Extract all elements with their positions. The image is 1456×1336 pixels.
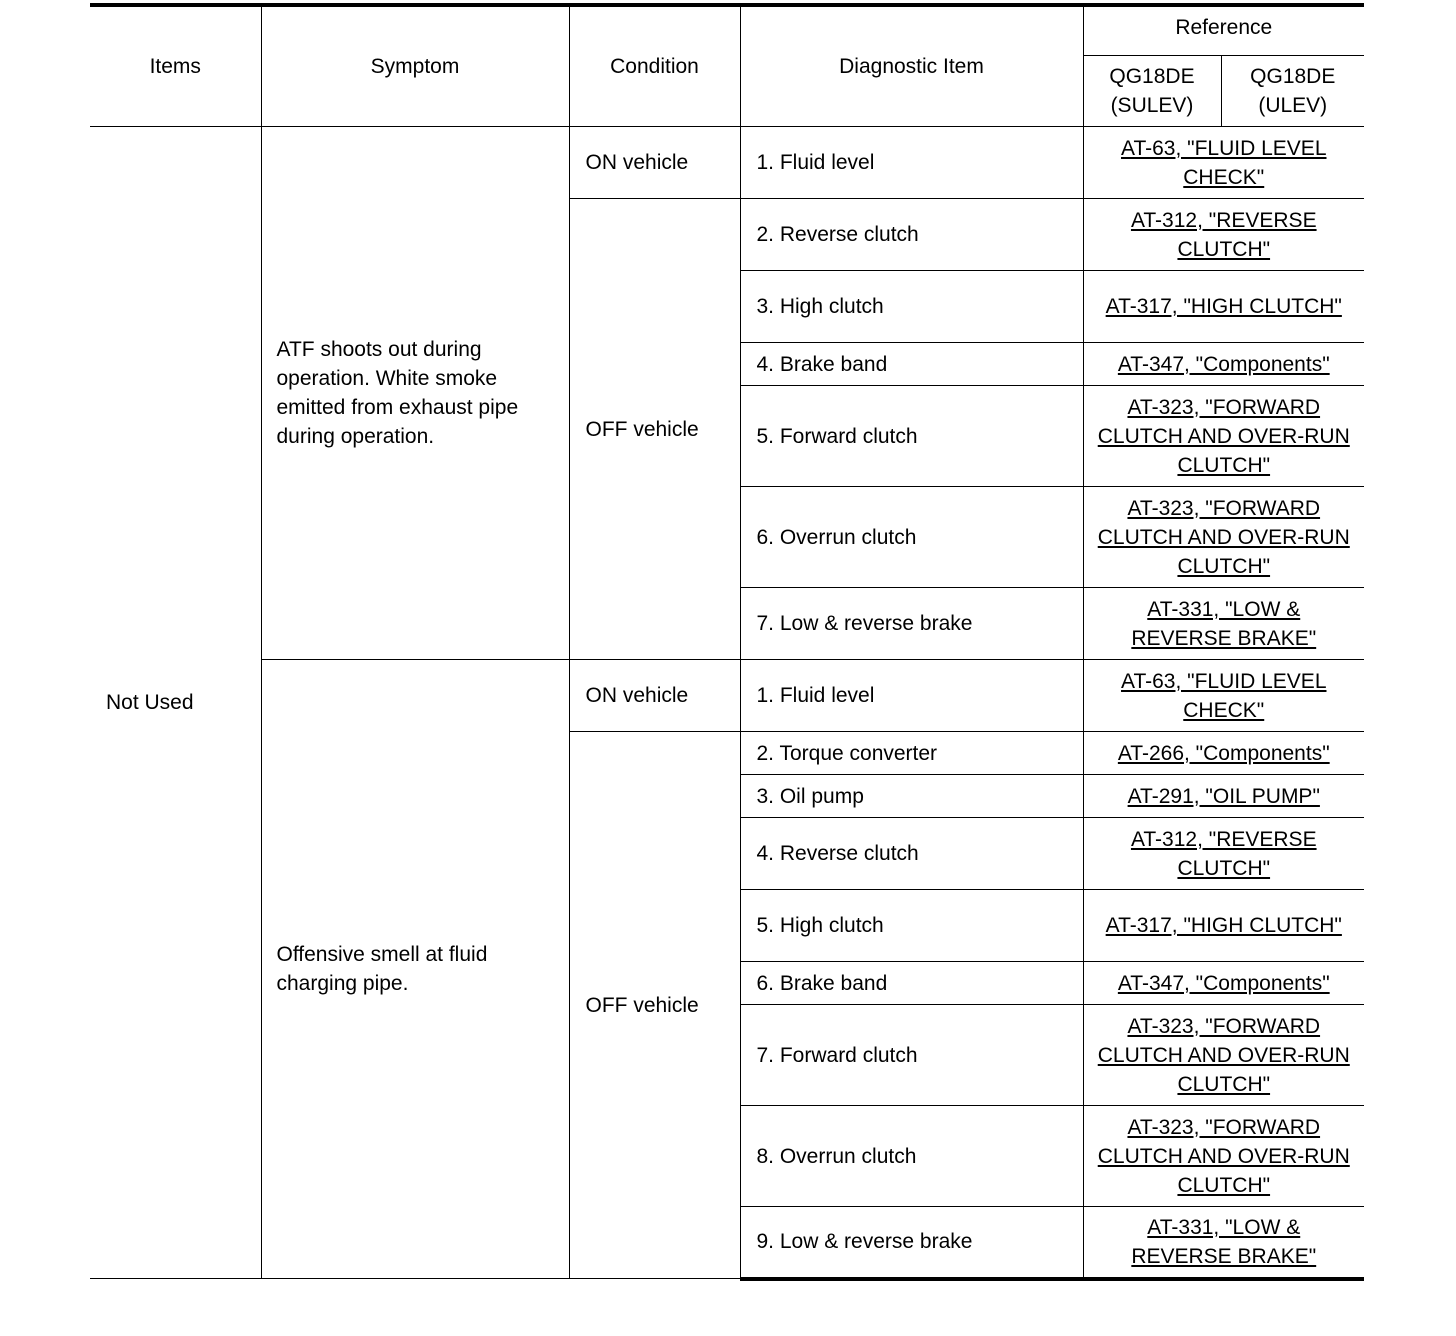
reference-cell: [1083, 487, 1364, 588]
reference-link[interactable]: AT-63, "FLUID LEVEL CHECK": [1121, 669, 1327, 722]
reference-link[interactable]: AT-291, "OIL PUMP": [1127, 784, 1320, 808]
diagnostic-item: 4. Reverse clutch: [740, 818, 1083, 890]
diagnostic-item: 3. High clutch: [740, 271, 1083, 343]
header-symptom: Symptom: [261, 5, 569, 127]
condition-on-vehicle: ON vehicle: [569, 127, 740, 199]
condition-on-vehicle: ON vehicle: [569, 660, 740, 732]
reference-link[interactable]: AT-331, "LOW & REVERSE BRAKE": [1131, 597, 1317, 650]
diagnostic-item: 6. Brake band: [740, 962, 1083, 1005]
reference-cell: [1083, 1005, 1364, 1106]
diagnostic-item: 3. Oil pump: [740, 775, 1083, 818]
reference-cell: [1083, 1207, 1364, 1279]
reference-link[interactable]: AT-331, "LOW & REVERSE BRAKE": [1131, 1215, 1317, 1268]
diagnostic-item: 7. Low & reverse brake: [740, 588, 1083, 660]
reference-cell: [1083, 818, 1364, 890]
header-engine-ulev: QG18DE (ULEV): [1221, 56, 1364, 127]
diagnostic-item: 1. Fluid level: [740, 660, 1083, 732]
diagnostic-item: 9. Low & reverse brake: [740, 1207, 1083, 1279]
symptom-cell: Offensive smell at fluid charging pipe.: [261, 660, 569, 1279]
condition-off-vehicle: OFF vehicle: [569, 199, 740, 660]
diagnostic-item: 4. Brake band: [740, 343, 1083, 386]
reference-cell: [1083, 775, 1364, 818]
reference-link[interactable]: AT-312, "REVERSE CLUTCH": [1130, 827, 1317, 880]
reference-link[interactable]: AT-312, "REVERSE CLUTCH": [1130, 208, 1317, 261]
reference-cell: [1083, 890, 1364, 962]
reference-link[interactable]: AT-317, "HIGH CLUTCH": [1105, 295, 1342, 318]
symptom-cell: ATF shoots out during operation. White smoke emitted from exhaust pipe during operation.: [261, 127, 569, 660]
header-reference: Reference: [1083, 5, 1364, 56]
diagnostic-item: 5. High clutch: [740, 890, 1083, 962]
condition-off-vehicle: OFF vehicle: [569, 732, 740, 1279]
diagnostic-item: 6. Overrun clutch: [740, 487, 1083, 588]
reference-cell: [1083, 386, 1364, 487]
diagnostic-item: 2. Torque converter: [740, 732, 1083, 775]
reference-cell: [1083, 127, 1364, 199]
diagnostic-table: [90, 3, 1364, 1281]
header-diagnostic-item: Diagnostic Item: [740, 5, 1083, 127]
header-items: Items: [90, 5, 261, 127]
reference-link[interactable]: AT-63, "FLUID LEVEL CHECK": [1121, 136, 1327, 189]
reference-cell: [1083, 199, 1364, 271]
reference-cell: [1083, 343, 1364, 386]
reference-link[interactable]: AT-323, "FORWARD CLUTCH AND OVER-RUN CLUTCH": [1097, 395, 1350, 477]
reference-link[interactable]: AT-266, "Components": [1117, 741, 1330, 765]
header-condition: Condition: [569, 5, 740, 127]
reference-link[interactable]: AT-347, "Components": [1117, 352, 1330, 376]
reference-cell: [1083, 962, 1364, 1005]
reference-cell: [1083, 271, 1364, 343]
items-value: Not Used: [90, 127, 261, 1279]
diagnostic-item: 2. Reverse clutch: [740, 199, 1083, 271]
reference-link[interactable]: AT-347, "Components": [1117, 971, 1330, 995]
diagnostic-item: 7. Forward clutch: [740, 1005, 1083, 1106]
diagnostic-item: 1. Fluid level: [740, 127, 1083, 199]
header-engine-sulev: QG18DE (SULEV): [1083, 56, 1221, 127]
reference-cell: [1083, 660, 1364, 732]
reference-link[interactable]: AT-323, "FORWARD CLUTCH AND OVER-RUN CLUTCH": [1097, 1014, 1350, 1096]
reference-cell: [1083, 732, 1364, 775]
diagnostic-item: 5. Forward clutch: [740, 386, 1083, 487]
reference-link[interactable]: AT-317, "HIGH CLUTCH": [1105, 914, 1342, 937]
reference-cell: [1083, 1106, 1364, 1207]
reference-link[interactable]: AT-323, "FORWARD CLUTCH AND OVER-RUN CLUTCH": [1097, 496, 1350, 578]
reference-cell: [1083, 588, 1364, 660]
diagnostic-item: 8. Overrun clutch: [740, 1106, 1083, 1207]
reference-link[interactable]: AT-323, "FORWARD CLUTCH AND OVER-RUN CLUTCH": [1097, 1115, 1350, 1197]
